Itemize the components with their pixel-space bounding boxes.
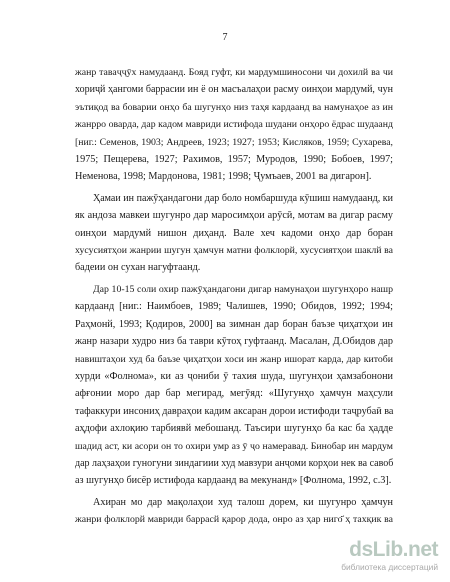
text-line: жанр таваҷҷӯх намудаанд. Бояд гуфт, ки мардумшиносони чи дохилй ва чи — [75, 67, 393, 78]
text-line: шадид аст, ки асори он то охири умр аз ӯ ҷо намеравад. Бинобар ин мардум — [75, 440, 393, 452]
text-line: як андоза мавкеи шугунро дар маросимҳои арӯсӣ, мотам ва дигар расму — [75, 210, 393, 222]
body-text — [75, 64, 393, 529]
page-number: 7 — [222, 32, 228, 43]
text-line: оинҳои мардумй нишон диҳанд. Вале хеч кадоми онҳо дар боран — [75, 227, 393, 239]
text-line: аз шугунҳо бисёр истифода кардаанд ва мекунанд» [Фолнома, 1992, с.3]. — [75, 475, 392, 487]
text-line: 1975; Пещерева, 1927; Рахимов, 1957; Муродов, 1990; Бобоев, 1997; — [75, 154, 393, 166]
text-line: жанр назари худро низ ба таври кӯтоҳ гуфтаанд. Масалан, Д.Обидов дар — [75, 336, 393, 348]
paragraph-2 — [75, 190, 393, 277]
text-line: эътиқод ва боварии онҳо ба шугунҳо низ таҳя кардаанд ва намунаҳое аз ин — [75, 101, 393, 113]
dslib-watermark — [320, 538, 438, 574]
text-line: Раҳмонй, 1993; Қодиров, 2000] ва зимнан дар боран баъзе ҷиҳатҳои ин — [75, 318, 393, 330]
text-line: бадеии он сухан нагуфтаанд. — [75, 262, 201, 274]
text-line: хурди «Фолнома», ки аз ҷониби ӯ тахия шуда, шугунҳои ҳамзабонони — [75, 370, 393, 382]
text-line: Ахиран мо дар мақолаҳои худ талош дорем, ки шугунро ҳамчун — [93, 496, 393, 508]
text-line: Неменова, 1998; Мардонова, 1981; 1998; Ҷумъаев, 2001 ва дигарон]. — [75, 171, 372, 183]
text-line: навиштаҳои худ ба баъзе ҷиҳатҳои хоси ин жанр ишорат карда, дар китоби — [75, 353, 393, 365]
text-line: Ҳамаи ин пажӯҳандагони дар боло номбаршуда кӯшиш намудаанд, ки — [93, 192, 393, 204]
paragraph-4 — [75, 494, 393, 529]
text-line: кардаанд [ниг.: Наимбоев, 1989; Чалишев, 1990; Обидов, 1992; 1994; — [75, 301, 393, 313]
text-line: жанрро оварда, дар кадом мавриди истифода шудани онҳоро ёдрас шудаанд — [75, 119, 393, 131]
text-line: хусусиятҳои жанрии шугун ҳамчун матни фолклорй, хусусиятҳои шаклй ва — [75, 245, 393, 257]
dslib-logo: dsLib.net — [349, 538, 438, 561]
text-line: афғонии моро дар бар мегирад, мегӯяд: «Шугунҳо ҳамчун маҳсули — [75, 388, 393, 400]
text-line: тафаккури инсониҳ давраҳои кадим аксаран дорои истифоди таҷрубаӣ ва — [75, 405, 394, 417]
paragraph-3 — [75, 281, 393, 490]
text-line: хориҷй ҳангоми баррасии ин ё он масъалаҳои расму оинҳои мардумй, чун — [75, 84, 393, 96]
watermark-subtitle: библиотека диссертаций — [341, 562, 438, 572]
text-line: Дар 10-15 соли охир пажӯҳандагони дигар намунаҳои шугунҳоро нашр — [93, 283, 393, 295]
paragraph-1 — [75, 64, 393, 186]
text-line: жанри фолклорй мавриди баррасй қарор дода, онро аз ҳар ниго҃ ҳ тахқик ва — [75, 514, 393, 526]
text-line: аҳдофи ахлоқию тарбиявй мебошанд. Таъсири шугунҳо ба кас ба ҳадде — [75, 423, 393, 435]
text-line: [ниг.: Семенов, 1903; Андреев, 1923; 1927; 1953; Кисляков, 1959; Сухарева, — [75, 136, 393, 148]
text-line: дар лаҳзаҳои гуногуни зиндагиии худ мавзури анҷоми корҳои нек ва савоб — [75, 457, 394, 469]
